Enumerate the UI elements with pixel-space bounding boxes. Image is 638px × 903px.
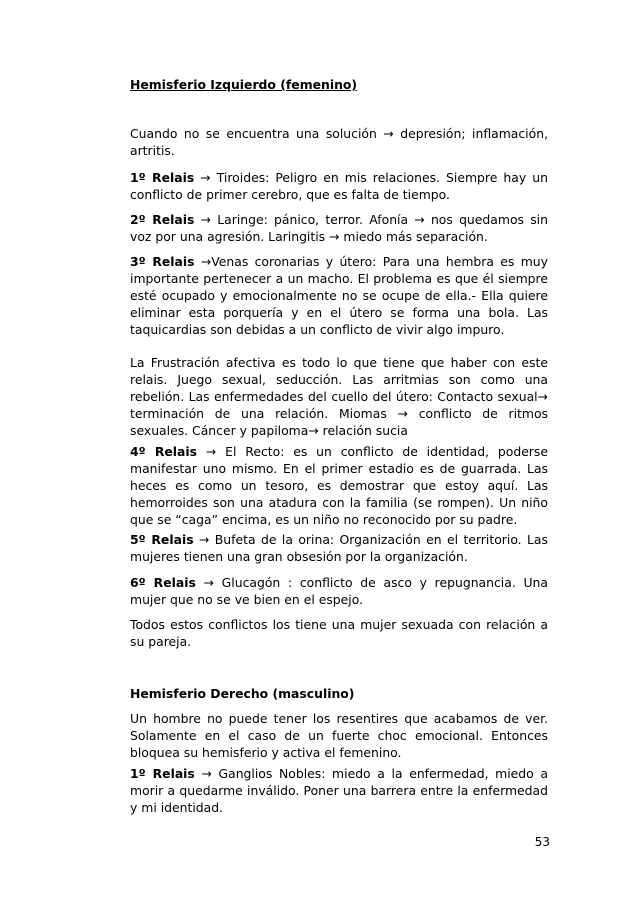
- relais-6-left: [130, 574, 548, 608]
- relais-label: 4º Relais: [130, 444, 198, 459]
- text: relación sucia: [318, 423, 408, 438]
- relais-1-left: [130, 169, 548, 203]
- arrow-icon: →: [200, 170, 211, 185]
- text: Ganglios Nobles: miedo a la enfermedad, miedo a morir a quedarme inválido. Poner una barrera entre la enfermedad y mi identidad.: [130, 766, 548, 815]
- text: Tiroides: Peligro en mis relaciones. Siempre hay un conflicto de primer cerebro, que es falta de tiempo.: [130, 170, 548, 202]
- arrow-icon: →: [383, 126, 394, 141]
- arrow-icon: →: [329, 229, 340, 244]
- page-number: 53: [534, 835, 550, 849]
- relais-5-left: [130, 531, 548, 565]
- text: conflicto de ritmos sexuales. Cáncer y papiloma: [130, 406, 548, 438]
- text: [196, 575, 204, 590]
- relais-label: 3º Relais: [130, 254, 195, 269]
- text: miedo más separación.: [339, 229, 488, 244]
- text: terminación de una relación. Miomas: [130, 406, 398, 421]
- text: La Frustración afectiva es todo lo que tiene que haber con este relais. Juego sexual, seducción. Las arritmias son como una rebelión. Las enfermedades del cuello del útero: Contacto sexual: [130, 355, 548, 404]
- relais-label: 1º Relais: [130, 766, 195, 781]
- text: Venas coronarias y útero: Para una hembra es muy importante pertenecer a un macho. El problema es que él siempre esté ocupado y emocionalmente no se ocupe de ella.- Ella quiere eliminar esta porquería y en el útero se forma una bola. Las taquicardias son debidas a un conflicto de vivir algo impuro.: [130, 254, 548, 337]
- arrow-icon: →: [203, 575, 214, 590]
- text: [197, 444, 206, 459]
- text: Laringe: pánico, terror. Afonía: [211, 212, 415, 227]
- relais-label: 2º Relais: [130, 212, 195, 227]
- text: Cuando no se encuentra una solución: [130, 126, 384, 141]
- arrow-icon: →: [414, 212, 425, 227]
- relais-1-right: [130, 765, 548, 816]
- paragraph-todos: Todos estos conflictos los tiene una mujer sexuada con relación a su pareja.: [130, 617, 548, 649]
- text: Glucagón : conflicto de asco y repugnancia. Una mujer que no se ve bien en el espejo.: [130, 575, 548, 607]
- relais-label: 1º Relais: [130, 170, 195, 185]
- text: nos quedamos sin voz por una agresión. Laringitis: [130, 212, 548, 244]
- relais-2-left: [130, 211, 548, 245]
- text: El Recto: es un conflicto de identidad, poderse manifestar uno mismo. En el primer estadio es de guarrada. Las heces es como un tesoro, es demostrar que estoy aquí. Las hemorroides son una atadura con la familia (se rompen). Un niño que se “caga” encima, es un niño no reconocido por su padre.: [130, 444, 548, 527]
- paragraph-intro: [130, 125, 548, 159]
- text: Bufeta de la orina: Organización en el territorio. Las mujeres tienen una gran obsesión por la organización.: [130, 532, 548, 564]
- arrow-icon: →: [205, 444, 217, 459]
- relais-4-left: [130, 443, 548, 528]
- heading-right-hemisphere: Hemisferio Derecho (masculino): [130, 686, 355, 701]
- arrow-icon: →: [199, 532, 210, 547]
- heading-left-hemisphere: Hemisferio Izquierdo (femenino): [130, 77, 358, 92]
- relais-label: 5º Relais: [130, 532, 194, 547]
- text: depresión; inflamación, artritis.: [130, 126, 549, 158]
- relais-3-left: [130, 253, 548, 338]
- arrow-icon: →: [200, 254, 212, 269]
- paragraph-frustracion: [130, 354, 548, 439]
- arrow-icon: →: [308, 423, 319, 438]
- arrow-icon: →: [201, 766, 212, 781]
- paragraph-right: Un hombre no puede tener los resentires que acabamos de ver. Solamente en el caso de un fuerte choc emocional. Entonces bloquea su hemisferio y activa el femenino.: [130, 711, 548, 760]
- arrow-icon: →: [200, 212, 212, 227]
- relais-label: 6º Relais: [130, 575, 196, 590]
- arrow-icon: →: [397, 406, 408, 421]
- arrow-icon: →: [537, 389, 548, 404]
